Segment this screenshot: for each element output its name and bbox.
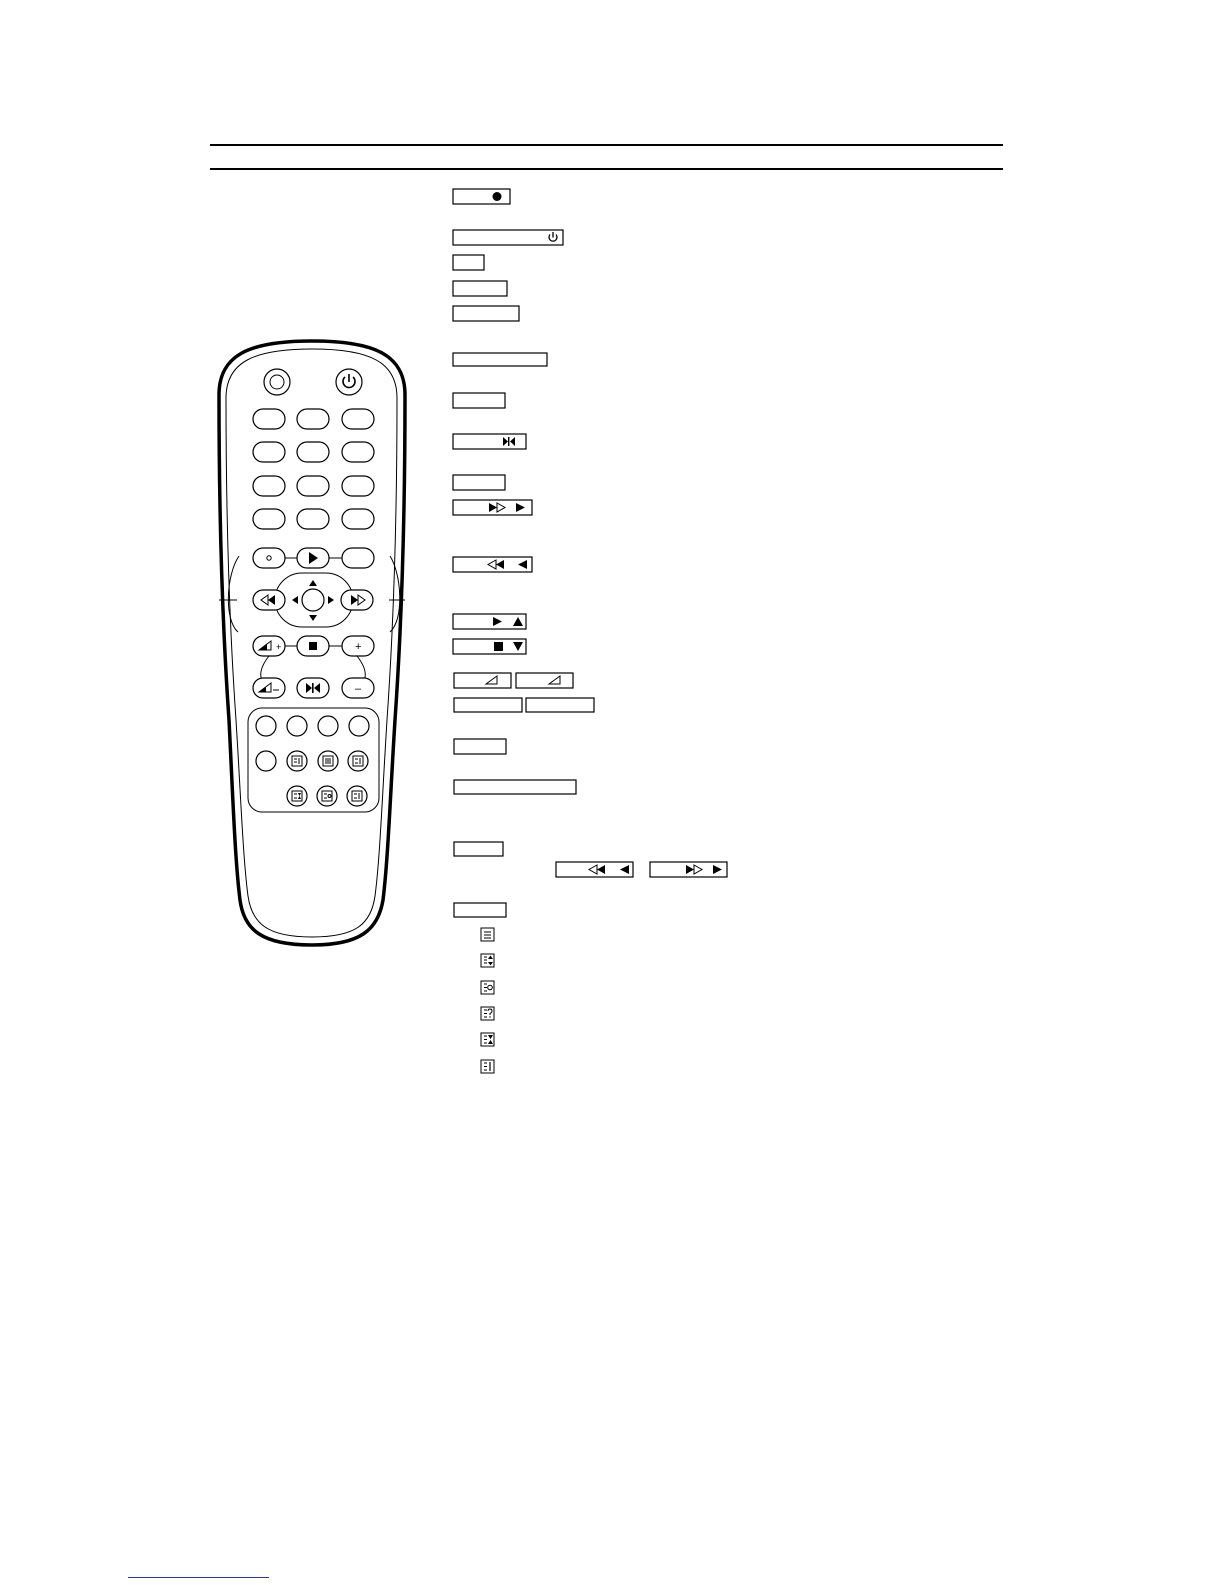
- arrow-up-icon[interactable]: [309, 580, 317, 586]
- volume-down-button[interactable]: [253, 678, 285, 698]
- keypad-button[interactable]: [342, 442, 374, 462]
- legend-record-key: [453, 189, 510, 204]
- teletext-hold-icon: [481, 981, 494, 994]
- skip-button[interactable]: [297, 678, 329, 698]
- teletext-reveal-icon: [481, 954, 494, 967]
- ok-button[interactable]: [302, 589, 324, 611]
- plus-label: +: [276, 642, 282, 652]
- menu-button[interactable]: [342, 548, 374, 568]
- volume-up-button[interactable]: [253, 636, 285, 656]
- keypad-button[interactable]: [297, 442, 329, 462]
- program-up-button[interactable]: [342, 636, 374, 656]
- program-down-button[interactable]: [342, 678, 374, 698]
- play-button[interactable]: [297, 548, 329, 568]
- color-blue-button[interactable]: [349, 716, 369, 736]
- arrow-down-icon[interactable]: [309, 615, 317, 621]
- keypad-button[interactable]: [297, 409, 329, 429]
- teletext-size-button[interactable]: [287, 786, 307, 806]
- keypad-button[interactable]: [253, 409, 285, 429]
- legend-key-box: [453, 393, 505, 408]
- teletext-subpage-icon: [481, 1060, 494, 1073]
- color-yellow-button[interactable]: [318, 716, 338, 736]
- legend-stop-key: [453, 639, 526, 654]
- teletext-index-button[interactable]: [318, 751, 338, 771]
- legend-play-key: [453, 614, 526, 629]
- source-button[interactable]: [264, 369, 290, 395]
- legend-forward-key-inline: [650, 862, 727, 877]
- legend-rewind-key-inline: [556, 862, 633, 877]
- color-green-button[interactable]: [287, 716, 307, 736]
- numeric-keypad: [253, 409, 374, 529]
- legend-key-box: [453, 353, 547, 366]
- color-red-button[interactable]: [256, 716, 276, 736]
- legend-key-box: [454, 903, 506, 917]
- teletext-subpage-button[interactable]: [348, 751, 368, 771]
- standby-button[interactable]: [336, 369, 362, 395]
- legend-key-box: [454, 780, 576, 794]
- legend-key-box: [454, 842, 503, 856]
- keypad-button[interactable]: [342, 476, 374, 496]
- keypad-button[interactable]: [342, 509, 374, 529]
- system-menu-button[interactable]: [253, 548, 285, 568]
- teletext-reveal-button[interactable]: [287, 751, 307, 771]
- keypad-button[interactable]: [342, 409, 374, 429]
- legend-next-key: [453, 500, 532, 515]
- teletext-size-icon: [481, 1033, 494, 1046]
- teletext-question-icon: [481, 1007, 494, 1020]
- keypad-button[interactable]: [253, 476, 285, 496]
- legend-key-box: [454, 739, 506, 754]
- record-dot-icon: [493, 192, 502, 201]
- legend-key-box: [453, 306, 519, 321]
- footer-link-underline: [128, 1577, 269, 1578]
- minus-label: –: [355, 683, 362, 695]
- teletext-button[interactable]: [256, 751, 276, 771]
- legend-program-keys: [454, 698, 594, 712]
- legend-skip-key: [453, 434, 526, 449]
- key-legend: [453, 189, 727, 1073]
- legend-key-box: [453, 475, 505, 490]
- keypad-button[interactable]: [297, 509, 329, 529]
- legend-volume-keys: [454, 673, 573, 688]
- stop-button[interactable]: [297, 636, 329, 656]
- teletext-index-icon: [481, 928, 494, 941]
- arrow-right-icon[interactable]: [328, 596, 334, 604]
- legend-previous-key: [453, 557, 532, 572]
- legend-standby-key: [453, 230, 563, 245]
- arrow-left-icon[interactable]: [292, 596, 298, 604]
- plus-label: +: [355, 641, 362, 653]
- teletext-page-button[interactable]: [347, 786, 367, 806]
- legend-key-box: [453, 255, 484, 270]
- keypad-button[interactable]: [253, 509, 285, 529]
- keypad-button[interactable]: [297, 476, 329, 496]
- previous-button[interactable]: [253, 590, 285, 610]
- teletext-hold-button[interactable]: [317, 786, 337, 806]
- next-button[interactable]: [341, 590, 373, 610]
- keypad-button[interactable]: [253, 442, 285, 462]
- legend-key-box: [453, 281, 507, 296]
